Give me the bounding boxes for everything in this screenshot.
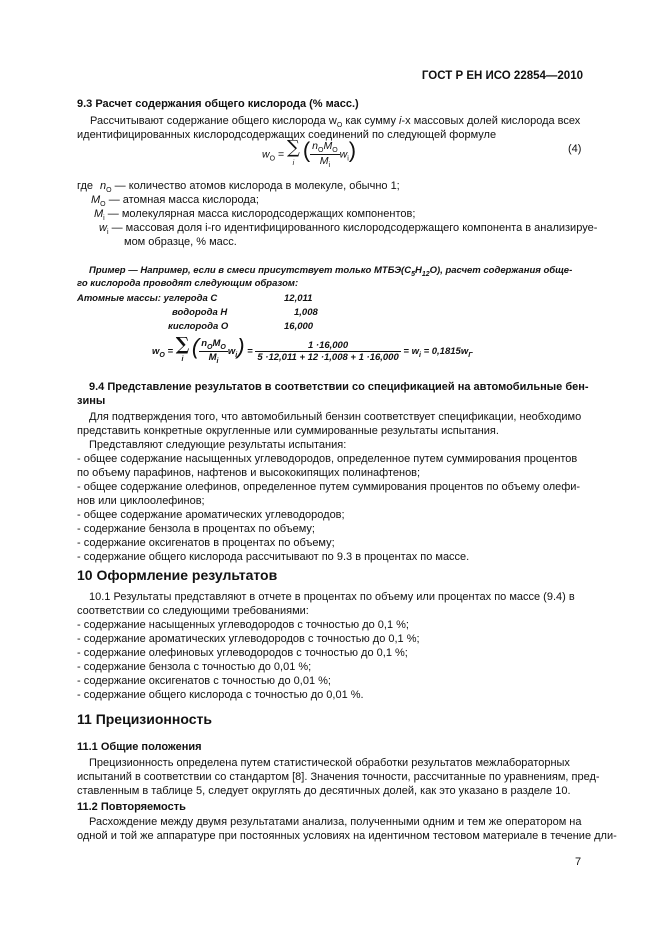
calc-result-end-sub: Г xyxy=(468,351,473,359)
list-item: - содержание общего кислорода с точностью до 0,01 %. xyxy=(77,689,364,701)
formula-sum-index: i xyxy=(292,160,295,168)
formula-den-sub: i xyxy=(328,162,331,170)
atomic-value-c: 12,011 xyxy=(284,293,313,304)
intro-text-2: как сумму xyxy=(342,115,400,127)
def-symbol: w xyxy=(99,222,107,234)
example-text-end: O), расчет содержания обще- xyxy=(429,265,573,276)
section-9-4-p1-line2: представить конкретные округленные или суммированные результаты испытания. xyxy=(77,425,499,437)
section-9-4-p1-line1: Для подтверждения того, что автомобильный бензин соответствует спецификации, необходимо xyxy=(89,411,582,423)
section-9-4-p2: Представляют следующие результаты испытания: xyxy=(89,439,347,451)
def-row-4-cont: мом образце, % масс. xyxy=(124,236,237,248)
section-9-3-intro-line2: идентифицированных кислородсодержащих соединений по следующей формуле xyxy=(77,129,497,141)
section-10-p1-line2: соответствии со следующими требованиями: xyxy=(77,605,309,617)
section-9-4-title-1: 9.4 Представление результатов в соответствии со спецификацией на автомобильные бен- xyxy=(89,381,589,393)
where-label: где xyxy=(77,180,94,192)
def-text: — массовая доля i-го идентифицированного кислородсодержащего компонента в анализируе- xyxy=(111,222,598,234)
calc-fraction-num: 1 ·16,000 xyxy=(255,340,400,352)
example-calculation xyxy=(152,334,473,365)
atomic-label-h: водорода Н xyxy=(172,307,228,318)
def-text: — количество атомов кислорода в молекуле, обычно 1; xyxy=(114,180,400,192)
calc-result-sub: i xyxy=(418,351,421,359)
formula-num-n-sub: O xyxy=(317,147,324,155)
formula-lhs: w xyxy=(262,148,270,161)
formula-num-m-sub: O xyxy=(332,147,338,155)
intro-text-3: -х массовых долей кислорода всех xyxy=(401,115,581,127)
section-9-3-title: 9.3 Расчет содержания общего кислорода (% масс.) xyxy=(77,98,359,110)
atomic-label-o: кислорода О xyxy=(168,321,229,332)
example-h-sub: 12 xyxy=(421,270,430,278)
calc-den-m: M xyxy=(208,351,217,363)
calc-lhs: w xyxy=(152,346,160,357)
atomic-label-c: Атомные массы: углерода С xyxy=(77,293,218,304)
list-item: - содержание бензола с точностью до 0,01 %; xyxy=(77,661,312,673)
section-11-1-line1: Прецизионность определена путем статистической обработки результатов межлабораторных xyxy=(89,757,570,769)
formula-sum-sign: ∑ xyxy=(287,137,300,159)
def-sub: i xyxy=(103,215,105,223)
section-10-p1-line1: 10.1 Результаты представляют в отчете в процентах по объему или процентах по массе (9.4) в xyxy=(89,591,575,603)
calc-paren-open: ( xyxy=(191,334,200,359)
formula-num-n: n xyxy=(312,140,318,152)
list-item: - содержание насыщенных углеводородов с точностью до 0,1 %; xyxy=(77,619,409,631)
calc-paren-close: ) xyxy=(237,334,245,359)
formula-num-m: M xyxy=(323,140,333,152)
list-item: нов или циклоолефинов; xyxy=(77,495,205,507)
list-item: - содержание оксигенатов в процентах по объему; xyxy=(77,537,335,549)
calc-num-n-sub: O xyxy=(207,343,213,351)
list-item: - содержание бензола в процентах по объему; xyxy=(77,523,315,535)
list-item: - общее содержание насыщенных углеводородов, определенное путем суммирования процентов xyxy=(77,453,578,465)
formula-w: w xyxy=(339,148,348,161)
calc-sum-index: i xyxy=(181,356,184,364)
section-11-1-line3: ставленным в таблице 5, следует округлять до десятичных долей, как это указано в разделе 10. xyxy=(77,785,571,797)
formula-w-sub: i xyxy=(347,155,349,163)
calc-eq: = xyxy=(167,346,174,357)
def-text: — атомная масса кислорода; xyxy=(108,194,259,206)
calc-num-n: n xyxy=(201,338,208,350)
list-item: - содержание оксигенатов с точностью до 0,01 %; xyxy=(77,675,331,687)
def-sub: O xyxy=(100,201,106,209)
example-line-2: го кислорода проводят следующим образом: xyxy=(77,278,299,289)
list-item: - содержание ароматических углеводородов с точностью до 0,1 %; xyxy=(77,633,420,645)
def-sub: O xyxy=(106,187,112,195)
atomic-value-o: 16,000 xyxy=(284,321,314,332)
example-text: Пример — Например, если в смеси присутствует только МТБЭ(C xyxy=(89,265,412,276)
list-item: - содержание общего кислорода рассчитывают по 9.3 в процентах по массе. xyxy=(77,551,470,563)
list-item: - общее содержание ароматических углеводородов; xyxy=(77,509,345,521)
def-symbol: M xyxy=(94,208,104,220)
def-symbol: n xyxy=(100,180,107,192)
list-item: по объему парафинов, нафтенов и высококипящих полинафтенов; xyxy=(77,467,421,479)
calc-w: w xyxy=(227,346,236,357)
formula-den-m: M xyxy=(319,155,329,168)
calc-num-m-sub: O xyxy=(220,343,226,351)
section-11-1-line2: испытаний в соответствии со стандартом [8]. Значения точности, рассчитанные по уравнениям, пред- xyxy=(77,771,600,783)
formula-eq: = xyxy=(277,148,285,161)
calc-den-sub: i xyxy=(216,357,219,365)
intro-sub: O xyxy=(336,122,343,130)
calc-fraction-den: 5 ·12,011 + 12 ·1,008 + 1 ·16,000 xyxy=(257,351,399,363)
list-item: - содержание олефиновых углеводородов с точностью до 0,1 %; xyxy=(77,647,408,659)
section-11-2-line1: Расхождение между двумя результатами анализа, полученными одним и тем же оператором на xyxy=(89,816,582,828)
def-text: — молекулярная масса кислородсодержащих компонентов; xyxy=(107,208,416,220)
section-9-4-title-2: зины xyxy=(77,395,106,407)
calc-eq-2: = xyxy=(247,346,253,357)
def-sub: i xyxy=(106,229,109,237)
calc-w-sub: i xyxy=(235,351,238,359)
example-line-1 xyxy=(89,265,572,278)
list-item: - общее содержание олефинов, определенное путем суммирования процентов по объему олефи- xyxy=(77,481,581,493)
calc-lhs-sub: O xyxy=(159,351,165,359)
section-11-2-title: 11.2 Повторяемость xyxy=(77,801,186,813)
example-h: H xyxy=(414,265,422,276)
example-c-sub: 5 xyxy=(411,270,415,278)
section-11-2-line2: одной и той же аппаратуре при постоянных условиях на идентичном тестовом материале в течение дли- xyxy=(77,830,617,842)
section-11-title: 11 Прецизионность xyxy=(77,711,212,727)
calc-num-m: M xyxy=(212,338,221,350)
page-number: 7 xyxy=(575,856,582,868)
section-10-title: 10 Оформление результатов xyxy=(77,567,278,583)
calc-sum-sign: ∑ xyxy=(175,334,190,356)
intro-text-1: Рассчитывают содержание общего кислорода w xyxy=(90,115,337,127)
calc-result-end: = 0,1815w xyxy=(420,346,469,357)
atomic-value-h: 1,008 xyxy=(294,307,318,318)
formula-paren-close: ) xyxy=(348,137,357,163)
formula-4 xyxy=(262,137,357,170)
formula-number: (4) xyxy=(568,143,582,155)
document-code: ГОСТ Р ЕН ИСО 22854—2010 xyxy=(421,70,583,82)
formula-paren-open: ( xyxy=(302,137,311,163)
def-symbol: M xyxy=(91,194,101,206)
section-11-1-title: 11.1 Общие положения xyxy=(77,741,202,753)
formula-lhs-sub: O xyxy=(269,155,276,163)
intro-i: i xyxy=(399,115,402,127)
calc-result: = w xyxy=(403,346,419,357)
